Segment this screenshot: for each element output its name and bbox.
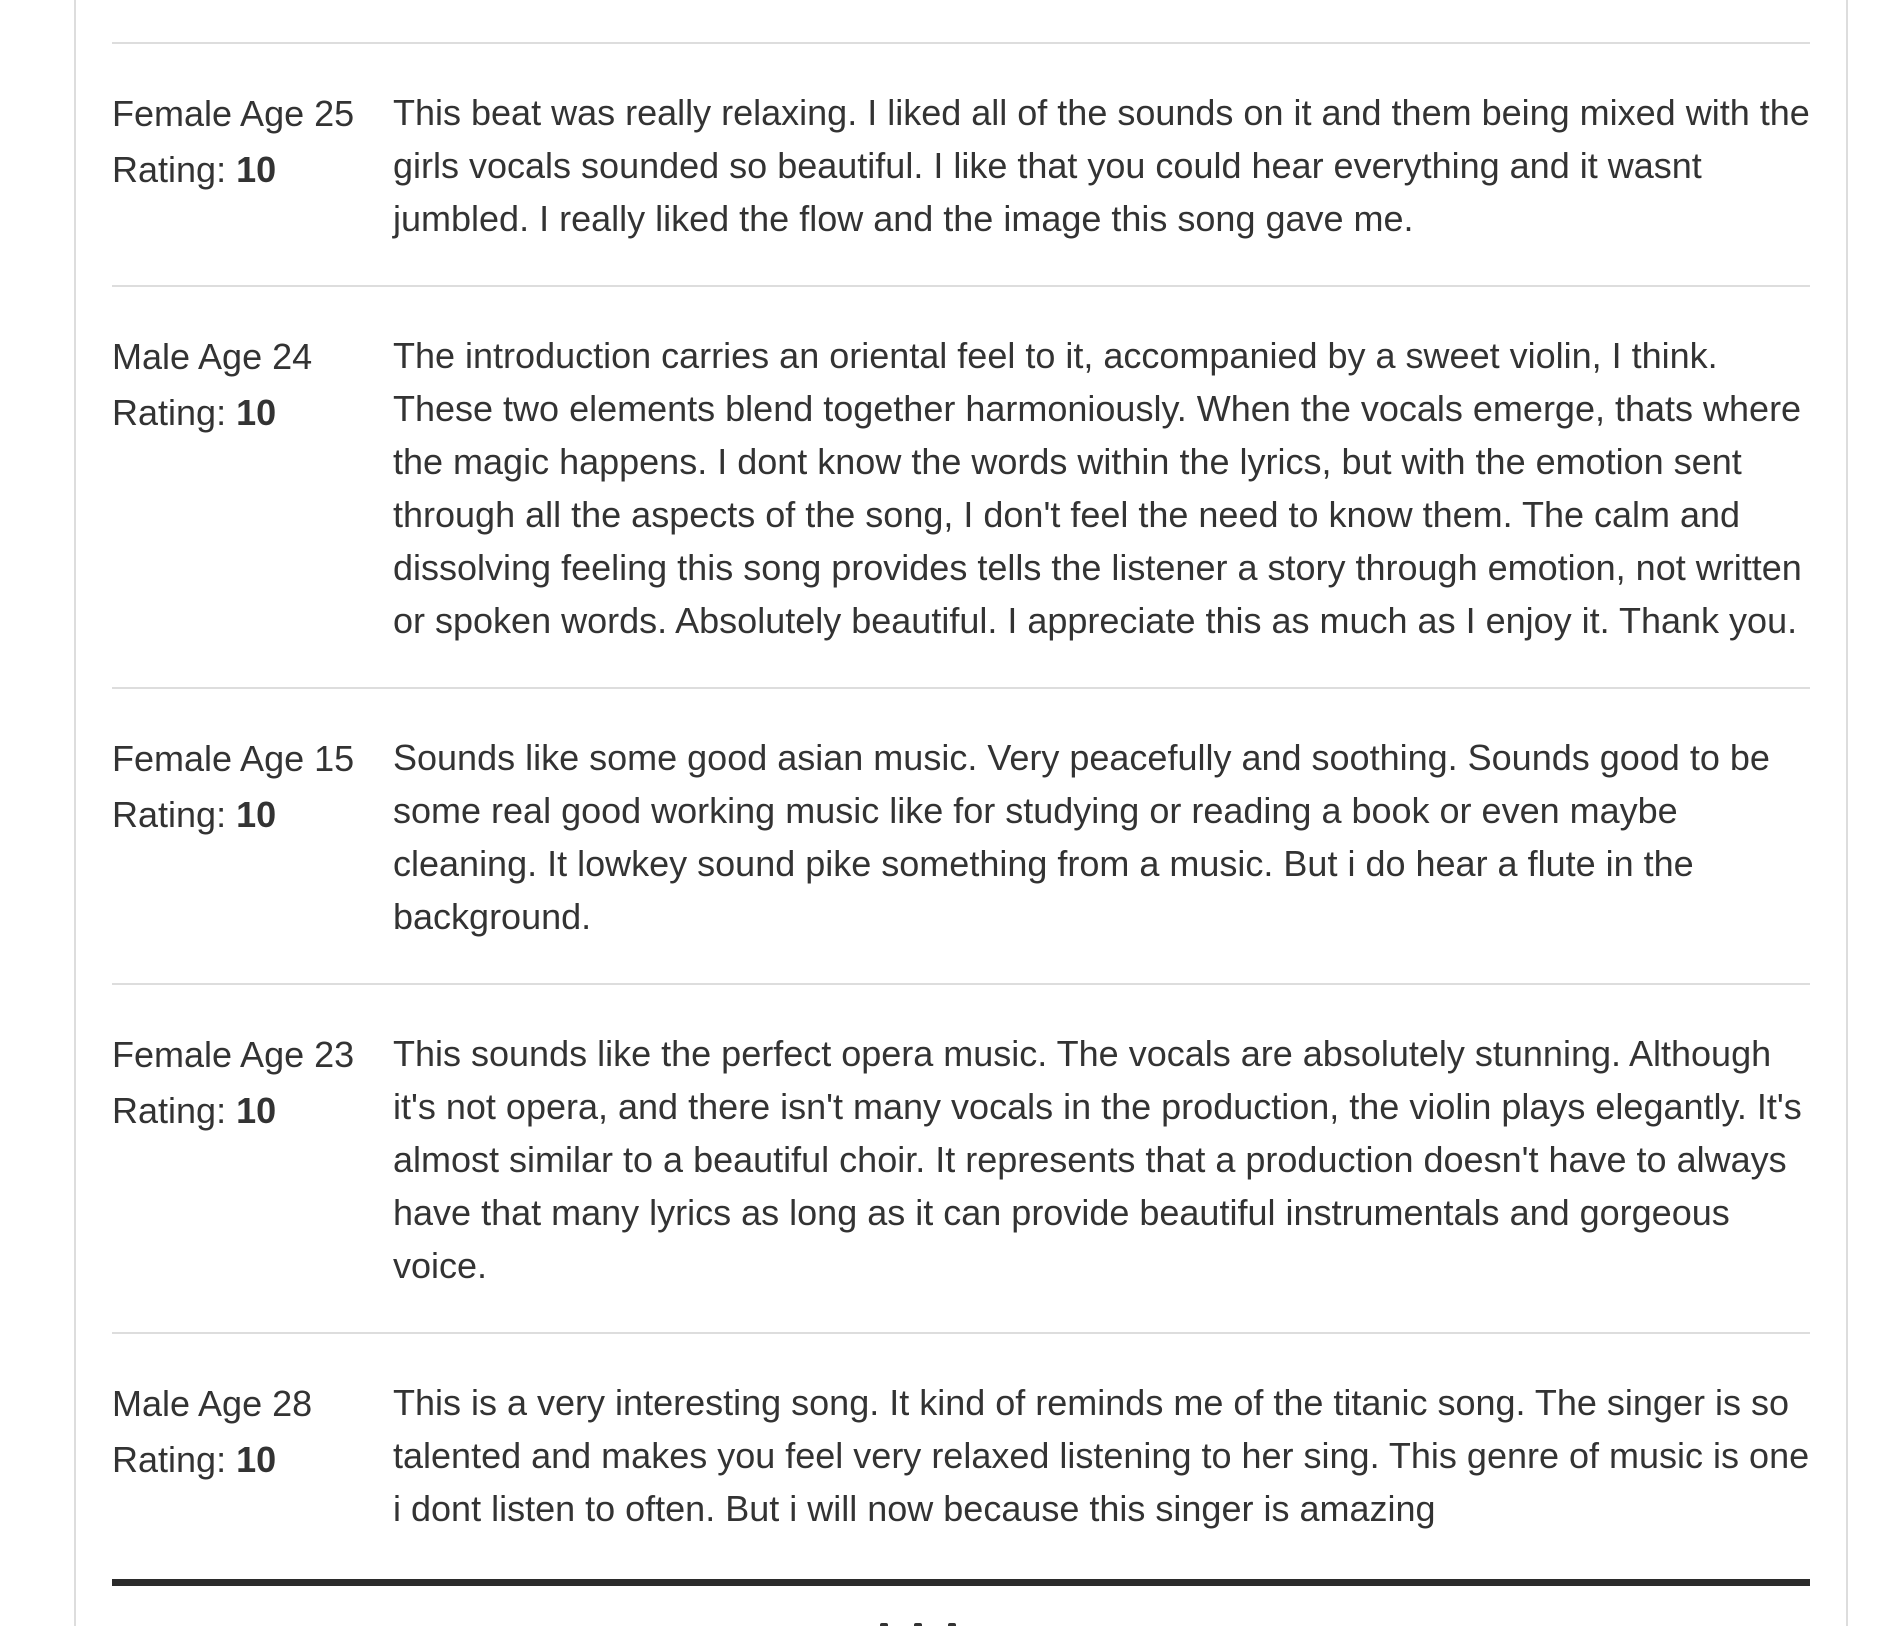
review-comment: This beat was really relaxing. I liked all of the sounds on it and them being mixed with the girls vocals sounded so beautiful. I like that you could hear everything and it wasnt jumbled. I really liked the flow and the image this song gave me. (393, 92, 1810, 239)
reviewer-demographic: Female Age 23 (112, 1034, 355, 1075)
cut-off-content (880, 1618, 1000, 1626)
review-comment: This sounds like the perfect opera music. The vocals are absolutely stunning. Although it's not opera, and there isn't many vocals in the production, the violin plays elegantly. It's almost similar to a beautiful choir. It represents that a production doesn't have to always have that many lyrics as long as it can provide beautiful instrumentals and gorgeous voice. (393, 1033, 1802, 1286)
section-divider (112, 1579, 1810, 1586)
reviewer-meta (112, 86, 393, 245)
reviewer-meta (112, 731, 393, 943)
rating-value: 10 (236, 794, 277, 835)
review-item (112, 1334, 1810, 1577)
review-item (112, 985, 1810, 1334)
review-comment: This is a very interesting song. It kind of reminds me of the titanic song. The singer is so talented and makes you feel very relaxed listening to her sing. This genre of music is one i dont listen to often. But i will now because this singer is amazing (393, 1382, 1810, 1529)
rating-label: Rating: (112, 794, 227, 835)
review-rating (112, 142, 393, 198)
review-rating (112, 1432, 393, 1488)
review-comment: Sounds like some good asian music. Very peacefully and soothing. Sounds good to be some real good working music like for studying or reading a book or even maybe cleaning. It lowkey sound pike something from a music. But i do hear a flute in the background. (393, 737, 1770, 937)
rating-value: 10 (236, 1090, 277, 1131)
reviewer-demographic: Male Age 24 (112, 336, 313, 377)
rating-value: 10 (236, 1439, 277, 1480)
rating-value: 10 (236, 149, 277, 190)
review-rating (112, 1083, 393, 1139)
review-comment: The introduction carries an oriental feel to it, accompanied by a sweet violin, I think. These two elements blend together harmoniously. When the vocals emerge, thats where the magic happens. I dont know the words within the lyrics, but with the emotion sent through all the aspects of the song, I don't feel the need to know them. The calm and dissolving feeling this song provides tells the listener a story through emotion, not written or spoken words. Absolutely beautiful. I appreciate this as much as I enjoy it. Thank you. (393, 335, 1802, 641)
review-list (112, 42, 1810, 1577)
reviewer-demographic: Female Age 25 (112, 93, 355, 134)
reviewer-meta (112, 1376, 393, 1535)
rating-label: Rating: (112, 149, 227, 190)
review-item (112, 689, 1810, 985)
review-item (112, 44, 1810, 287)
review-item (112, 287, 1810, 689)
reviewer-demographic: Male Age 28 (112, 1383, 313, 1424)
reviewer-demographic: Female Age 15 (112, 738, 355, 779)
rating-label: Rating: (112, 1090, 227, 1131)
reviewer-meta (112, 329, 393, 647)
reviewer-meta (112, 1027, 393, 1292)
rating-label: Rating: (112, 1439, 227, 1480)
rating-value: 10 (236, 392, 277, 433)
review-rating (112, 385, 393, 441)
rating-label: Rating: (112, 392, 227, 433)
review-rating (112, 787, 393, 843)
